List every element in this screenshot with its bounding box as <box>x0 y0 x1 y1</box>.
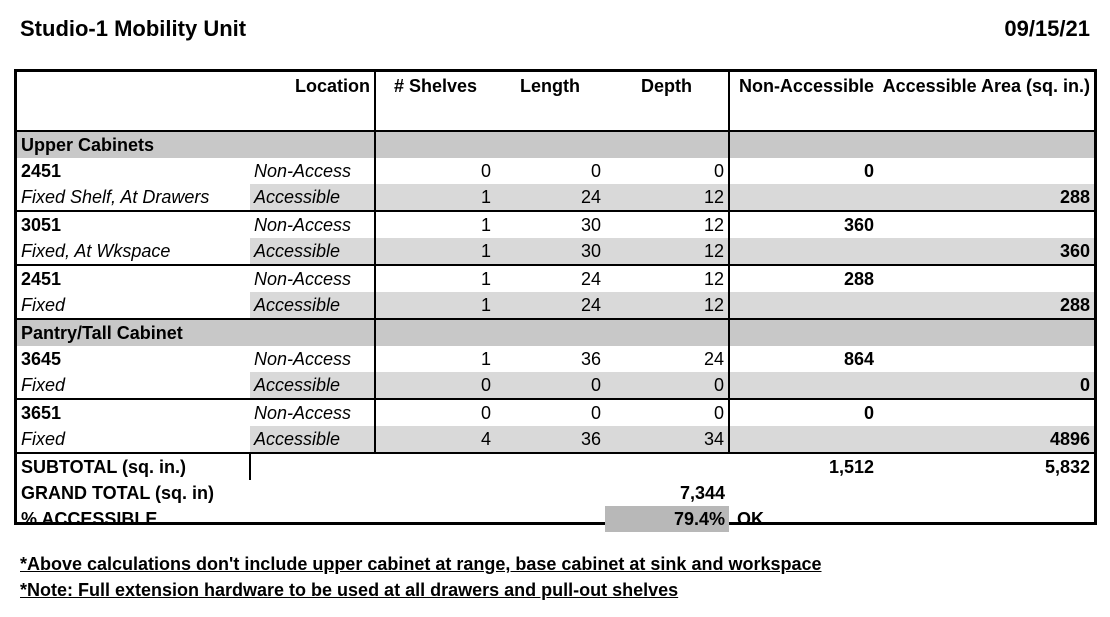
location-cell: Accessible <box>250 292 375 319</box>
location-cell: Non-Access <box>254 161 352 181</box>
depth-cell: 12 <box>703 269 724 289</box>
report-date: 09/15/21 <box>1004 16 1090 41</box>
section-row <box>17 319 1094 346</box>
non-accessible-cell: 360 <box>729 211 878 238</box>
calc-table-frame <box>14 69 1097 529</box>
non-accessible-cell: 0 <box>729 399 878 426</box>
percent-label: % ACCESSIBLE <box>21 509 158 529</box>
subtotal-row <box>17 453 1094 480</box>
shelves-cell: 1 <box>375 292 495 319</box>
shelves-cell: 1 <box>375 346 495 372</box>
location-cell: Non-Access <box>254 215 352 235</box>
shelves-cell: 1 <box>375 238 495 265</box>
depth-cell: 12 <box>605 184 729 211</box>
length-cell: 24 <box>495 292 605 319</box>
length-cell: 30 <box>580 215 601 235</box>
cabinet-desc: Fixed Shelf, At Drawers <box>21 187 210 207</box>
accessible-area-cell: 360 <box>878 238 1094 265</box>
cabinet-desc: Fixed <box>21 295 66 315</box>
subtotal-label: SUBTOTAL (sq. in.) <box>21 457 186 477</box>
length-cell: 24 <box>495 184 605 211</box>
cabinet-desc: Fixed <box>21 375 66 395</box>
table-row <box>17 238 1094 265</box>
accessible-area-cell: 288 <box>878 184 1094 211</box>
status-badge: OK <box>737 509 764 529</box>
length-cell: 36 <box>580 349 601 369</box>
shelves-cell: 1 <box>375 211 495 238</box>
shelves-cell: 0 <box>375 372 495 399</box>
length-cell: 0 <box>590 403 601 423</box>
cabinet-id: 2451 <box>21 269 62 289</box>
non-accessible-cell: 0 <box>729 158 878 184</box>
table-row <box>17 184 1094 211</box>
grand-total-label: GRAND TOTAL (sq. in) <box>21 483 214 503</box>
depth-cell: 0 <box>713 161 724 181</box>
depth-cell: 12 <box>605 238 729 265</box>
table-row <box>17 346 1094 372</box>
depth-cell: 0 <box>605 372 729 399</box>
depth-cell: 12 <box>605 292 729 319</box>
depth-cell: 24 <box>703 349 724 369</box>
non-accessible-cell: 288 <box>729 265 878 292</box>
shelves-cell: 0 <box>375 158 495 184</box>
location-cell: Accessible <box>250 426 375 453</box>
percent-row <box>17 506 1094 532</box>
cabinet-id: 3051 <box>21 215 62 235</box>
col-non-accessible: Non-Accessible <box>729 72 878 131</box>
depth-cell: 12 <box>703 215 724 235</box>
cabinet-id: 3645 <box>21 349 62 369</box>
length-cell: 24 <box>580 269 601 289</box>
col-length: Length <box>520 76 580 96</box>
percent-value: 79.4% <box>605 506 729 532</box>
location-cell: Accessible <box>250 372 375 399</box>
non-accessible-cell: 864 <box>729 346 878 372</box>
cabinet-desc: Fixed, At Wkspace <box>21 241 171 261</box>
shelves-cell: 4 <box>375 426 495 453</box>
table-row <box>17 292 1094 319</box>
length-cell: 0 <box>590 161 601 181</box>
col-depth: Depth <box>641 76 692 96</box>
table-row <box>17 426 1094 453</box>
depth-cell: 34 <box>605 426 729 453</box>
grand-total-value: 7,344 <box>679 483 725 503</box>
grand-total-row <box>17 480 1094 506</box>
subtotal-non-accessible: 1,512 <box>828 457 874 477</box>
shelves-cell: 0 <box>375 399 495 426</box>
footnote-hardware: *Note: Full extension hardware to be used at all drawers and pull-out shelves <box>20 580 679 600</box>
length-cell: 36 <box>495 426 605 453</box>
accessible-area-cell: 0 <box>878 372 1094 399</box>
footnote-exclusions: *Above calculations don't include upper cabinet at range, base cabinet at sink and workspace <box>20 554 822 574</box>
location-cell: Non-Access <box>254 269 352 289</box>
accessible-area-cell: 288 <box>878 292 1094 319</box>
length-cell: 0 <box>495 372 605 399</box>
subtotal-accessible: 5,832 <box>1044 457 1090 477</box>
shelves-cell: 1 <box>375 265 495 292</box>
location-cell: Non-Access <box>254 403 352 423</box>
cabinet-id: 3651 <box>21 403 62 423</box>
shelves-cell: 1 <box>375 184 495 211</box>
section-row <box>17 131 1094 158</box>
table-row <box>17 265 1094 292</box>
accessible-area-cell: 4896 <box>878 426 1094 453</box>
table-row <box>17 211 1094 238</box>
location-cell: Non-Access <box>254 349 352 369</box>
table-row <box>17 372 1094 399</box>
section-label: Upper Cabinets <box>17 131 375 158</box>
length-cell: 30 <box>495 238 605 265</box>
depth-cell: 0 <box>713 403 724 423</box>
cabinet-desc: Fixed <box>21 429 66 449</box>
section-label: Pantry/Tall Cabinet <box>17 319 375 346</box>
header-row <box>17 72 1094 131</box>
page-title: Studio-1 Mobility Unit <box>20 16 247 41</box>
shelf-area-table <box>17 72 1094 532</box>
location-cell: Accessible <box>250 184 375 211</box>
col-location: Location <box>295 76 370 96</box>
table-row <box>17 399 1094 426</box>
table-row <box>17 158 1094 184</box>
col-shelves: # Shelves <box>375 72 495 131</box>
location-cell: Accessible <box>250 238 375 265</box>
col-accessible-area: Accessible Area (sq. in.) <box>882 76 1090 96</box>
cabinet-id: 2451 <box>21 161 62 181</box>
